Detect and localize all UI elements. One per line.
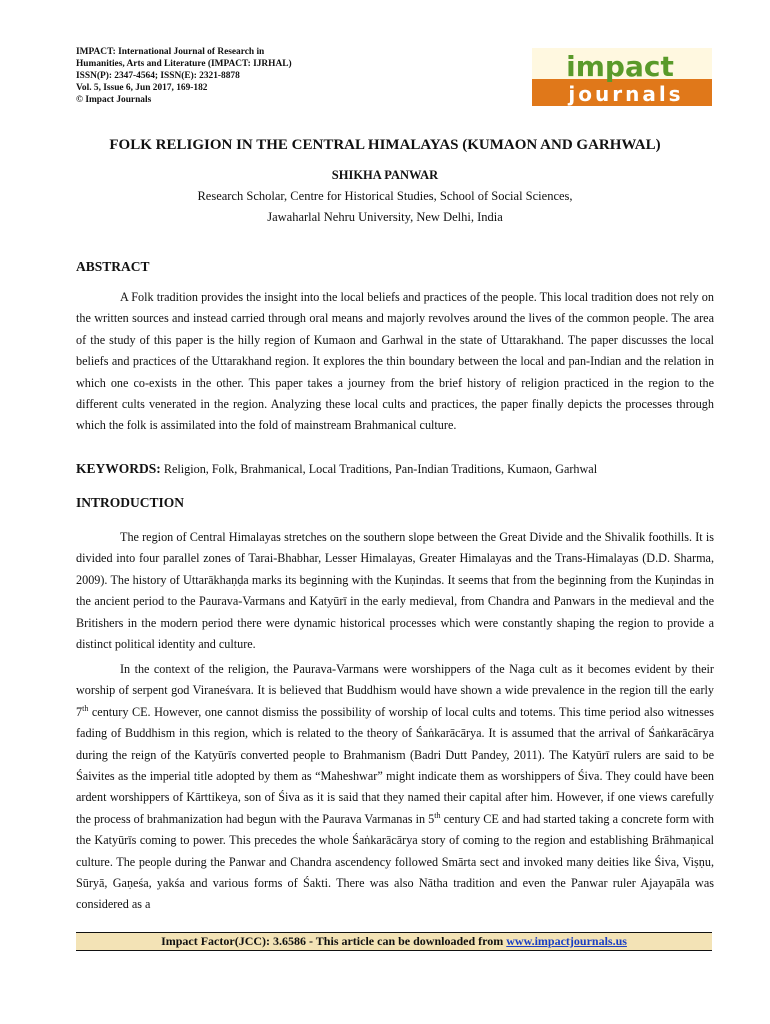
superscript-th-2: th <box>434 810 441 820</box>
impact-journals-logo <box>532 48 712 106</box>
superscript-th-1: th <box>82 703 89 713</box>
intro-p2-part-b: century CE. However, one cannot dismiss the possibility of worship of local cults and totems. This time period also witnesses fading of Buddhism in this region, which is related to the theory of Śaṅkarācārya. It is assumed that the arrival of Śaṅkarācārya during the reign of the Katyūrīs converted people to Brahmanism (Badri Dutt Pandey, 2011). The Katyūrī rulers are said to be Śaivites as the imperial title adopted by them as “Maheshwar” might indicate them as worshippers of Śiva. They could have been ardent worshippers of Kārttikeya, son of Śiva as it is said that they named their capital after him. However, if one views carefully the process of brahmanization had begun with the Paurava Varmanas in 5 <box>76 704 714 826</box>
intro-p2-part-c: century CE and had started taking a concrete form with the Katyūrīs coming to power. This precedes the whole Śaṅkarācārya story of coming to the region and establishing Brāhmaṇical culture. The people during the Panwar and Chandra ascendency followed Smārta sect and invoked many deities like Śiva, Viṣṇu, Sūryā, Gaṇeśa, yakśa and various forms of Śakti. There was also Nātha tradition and even the Panwar ruler Ajayapāla was considered as a <box>76 811 714 912</box>
affiliation-line1: Research Scholar, Centre for Historical Studies, School of Social Sciences, <box>197 189 573 203</box>
abstract-heading: ABSTRACT <box>76 259 150 274</box>
journal-name-line2: Humanities, Arts and Literature (IMPACT: IJRHAL) <box>76 59 292 69</box>
intro-paragraph-1: The region of Central Himalayas stretches on the southern slope between the Great Divide and the Shivalik foothills. It is divided into four parallel zones of Tarai-Bhabhar, Lesser Himalayas, Greater Himalayas and the Trans-Himalayas (D.D. Sharma, 2009). The history of Uttarākhaṇḍa marks its beginning with the Kuṇindas. It seems that from the beginning from the Kuṇindas in the ancient period to the Paurava-Varmans and Katyūrī in the early medieval, from Chandra and Panwars in the medieval and the Britishers in the modern period there were dynamic historical processes which were constantly shaping the region to provide a distinct political identity and culture. <box>76 530 714 652</box>
author-name: SHIKHA PANWAR <box>331 168 439 182</box>
keywords <box>76 461 716 477</box>
issn: ISSN(P): 2347-4564; ISSN(E): 2321-8878 <box>76 71 240 81</box>
intro-paragraph-2 <box>76 659 714 916</box>
copyright: © Impact Journals <box>76 95 152 105</box>
footer-bar <box>76 932 712 951</box>
journal-name-line1: IMPACT: International Journal of Research in <box>76 47 265 57</box>
footer-link[interactable]: www.impactjournals.us <box>506 934 627 948</box>
footer-text: Impact Factor(JCC): 3.6586 - This article can be downloaded from <box>161 934 507 948</box>
intro-p2-part-a: In the context of the religion, the Paurava-Varmans were worshippers of the Naga cult as it becomes evident by their worship of serpent god Viraneśvara. It is believed that Buddhism would have shown a wide prevalence in the region till the early 7 <box>76 662 714 719</box>
abstract-text: A Folk tradition provides the insight into the local beliefs and practices of the people. This local tradition does not rely on the written sources and instead carried through oral means and majorly revolves around the lives of the common people. The area of the study of this paper is the hilly region of Kumaon and Garhwal in the state of Uttarakhand. The paper discusses the local beliefs and practices of the Uttarakhand region. It explores the thin boundary between the local and pan-Indian and the relation in which one co-exists in the other. This paper takes a journey from the brief history of religion practiced in the region to the different cults venerated in the region. Analyzing these local cults and practices, the paper finally depicts the processes through which the folk is assimilated into the fold of mainstream Brahmanical culture. <box>76 290 714 433</box>
logo-bottom-text: journals <box>568 82 684 106</box>
volume-issue: Vol. 5, Issue 6, Jun 2017, 169-182 <box>76 83 208 93</box>
journal-info <box>76 46 292 106</box>
introduction-heading: INTRODUCTION <box>76 495 185 510</box>
logo-top-text: impact <box>566 50 674 83</box>
paper-title: FOLK RELIGION IN THE CENTRAL HIMALAYAS (KUMAON AND GARHWAL) <box>109 137 661 153</box>
keywords-text: Religion, Folk, Brahmanical, Local Traditions, Pan-Indian Traditions, Kumaon, Garhwal <box>163 462 598 476</box>
affiliation-line2: Jawaharlal Nehru University, New Delhi, India <box>267 210 503 224</box>
keywords-label: KEYWORDS: <box>76 461 161 476</box>
